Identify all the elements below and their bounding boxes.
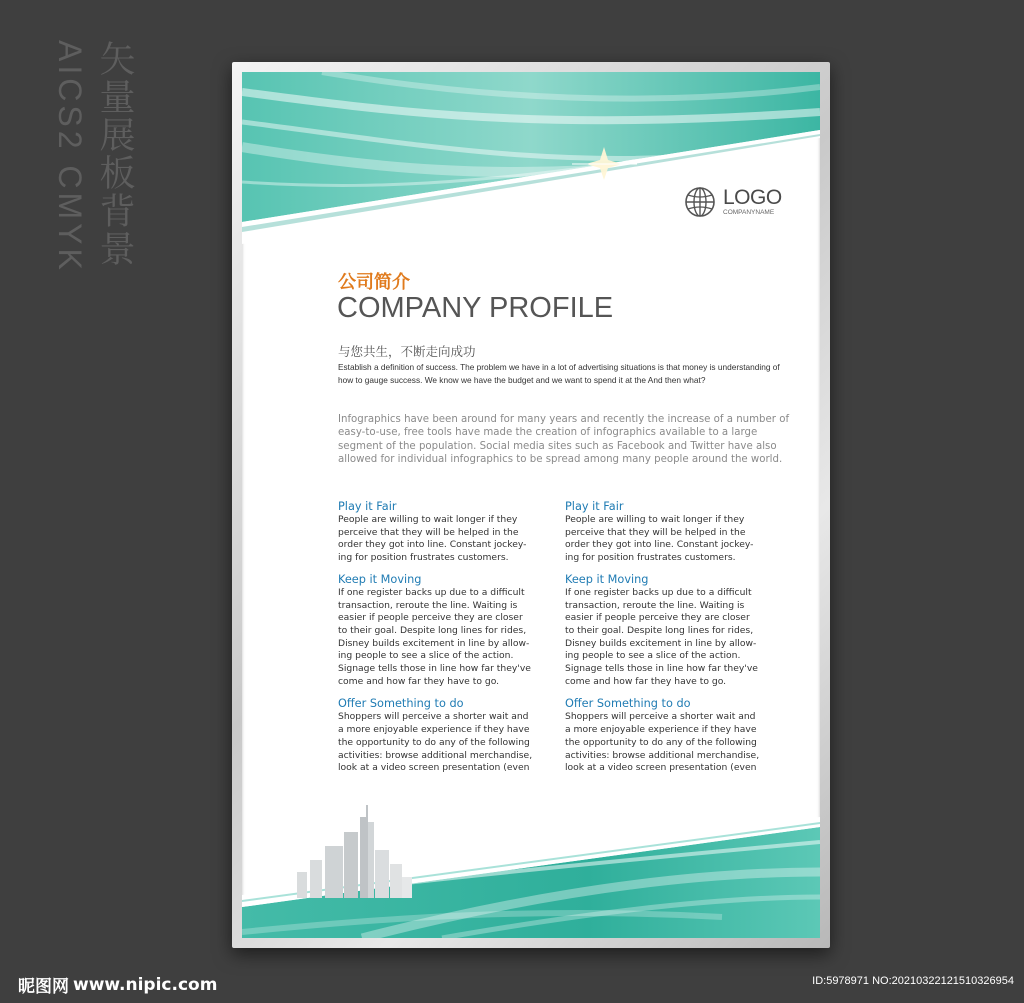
section-offer-something xyxy=(565,697,775,775)
image-id: ID:5978971 NO:20210322121510326954 xyxy=(812,975,1014,987)
section-title: Play it Fair xyxy=(565,500,624,513)
column-right xyxy=(565,500,775,781)
section-title: Play it Fair xyxy=(338,500,397,513)
section-title: Keep it Moving xyxy=(565,572,649,586)
site-name-cn: 昵图网 xyxy=(18,977,69,997)
section-body: Shoppers will perceive a shorter wait and a more enjoyable experience if they have the opportunity to do any of the following activities: browse additional merchandise, look at a video screen presentation (even xyxy=(565,711,760,774)
section-title: Offer Something to do xyxy=(338,697,464,711)
heading-en: COMPANY PROFILE xyxy=(337,292,614,324)
slogan: 与您共生，不断走向成功 xyxy=(338,344,476,359)
logo-text: LOGO xyxy=(723,185,782,209)
logo xyxy=(683,185,782,219)
side-watermark-en: AICS2 CMYK xyxy=(52,40,88,274)
section-keep-it-moving xyxy=(338,573,548,689)
section-play-it-fair xyxy=(565,500,775,565)
column-left xyxy=(338,500,548,781)
section-play-it-fair xyxy=(338,500,548,565)
poster-frame xyxy=(232,62,830,948)
intro-paragraph-1: Establish a definition of success. The problem we have in a lot of advertising situations is that money is understanding of how to gauge success. We know we have the budget and we want to spend it at the And then what? xyxy=(338,362,780,385)
section-offer-something xyxy=(338,697,548,775)
section-body: Shoppers will perceive a shorter wait and a more enjoyable experience if they have the opportunity to do any of the following activities: browse additional merchandise, look at a video screen presentation (even xyxy=(338,711,533,774)
section-body: People are willing to wait longer if they perceive that they will be helped in the order they got into line. Constant jockey- ing for position frustrates customers. xyxy=(565,514,754,564)
section-title: Offer Something to do xyxy=(565,697,691,711)
city-skyline-icon xyxy=(297,805,412,898)
section-keep-it-moving xyxy=(565,573,775,689)
side-watermark-cn: 矢量展板背景 xyxy=(94,40,135,268)
site-url: www.nipic.com xyxy=(73,974,218,995)
intro-paragraph-2: Infographics have been around for many years and recently the increase of a number of easy-to-use, free tools have made the creation of infographics available to a large segment of the population. Social media sites such as Facebook and Twitter have also allowed for individual infographics to be spread among many people around the world. xyxy=(338,414,790,466)
section-body: If one register backs up due to a difficult transaction, reroute the line. Waiting is easier if people perceive they are closer to their goal. Despite long lines for rides, Disney builds excitement in line by allow- ing people to see a slice of the action. Signage tells those in line how far they've come and how far they have to go. xyxy=(565,586,758,687)
company-name: COMPANYNAME xyxy=(723,208,775,216)
globe-icon xyxy=(683,185,717,219)
site-watermark xyxy=(18,972,217,997)
section-title: Keep it Moving xyxy=(338,572,422,586)
side-watermark xyxy=(52,40,134,274)
section-body: If one register backs up due to a difficult transaction, reroute the line. Waiting is easier if people perceive they are closer to their goal. Despite long lines for rides, Disney builds excitement in line by allow- ing people to see a slice of the action. Signage tells those in line how far they've come and how far they have to go. xyxy=(338,586,531,687)
heading-cn: 公司简介 xyxy=(338,272,410,293)
poster-board xyxy=(242,72,820,938)
section-body: People are willing to wait longer if they perceive that they will be helped in the order they got into line. Constant jockey- ing for position frustrates customers. xyxy=(338,514,527,564)
